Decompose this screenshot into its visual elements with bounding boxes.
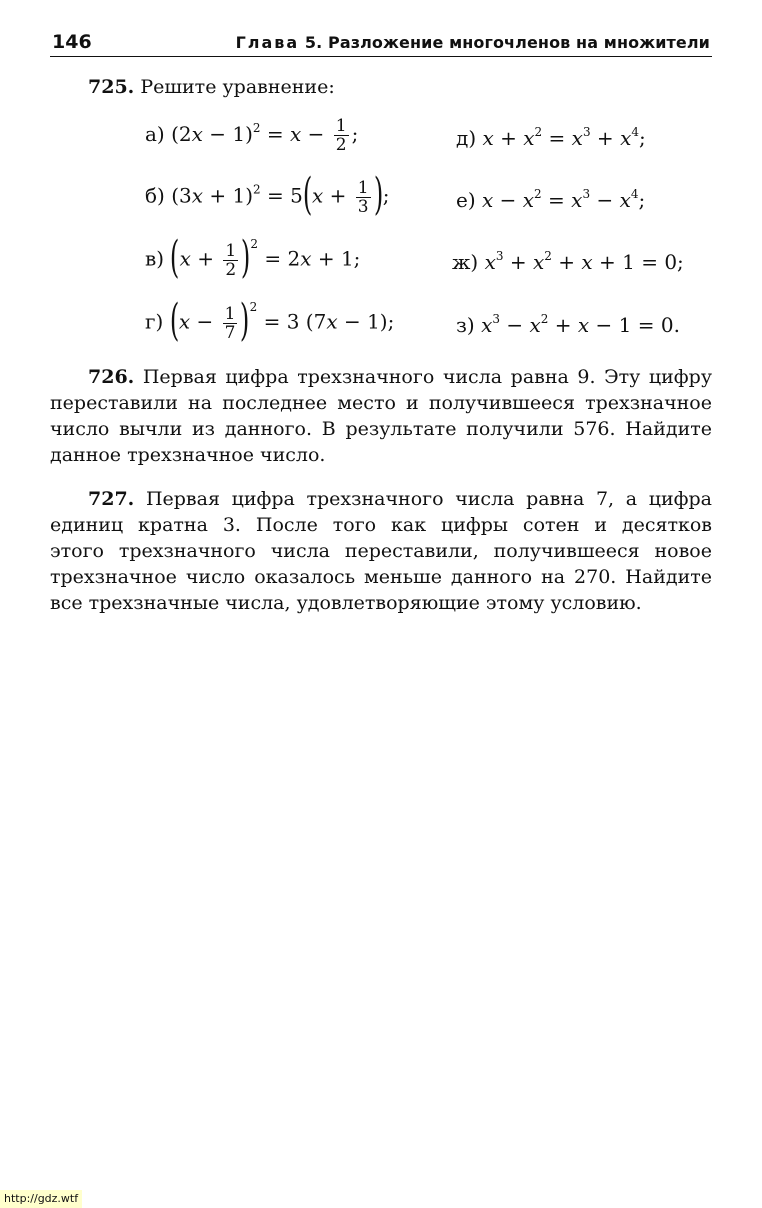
source-link[interactable]: http://gdz.wtf — [0, 1190, 82, 1208]
equation-a: а) $(2x - 1)^2 = x$ − $\frac{1}{2}$ ; — [145, 116, 359, 155]
equation-e: е) $x - x^2 = x^3 - x^4$; — [456, 187, 646, 212]
problem-727 — [50, 486, 712, 616]
problem-726 — [50, 364, 712, 468]
equation-zh: ж) $x^3 + x^2 + x + 1 = 0$; — [452, 249, 684, 274]
text-line: единиц кратна 3. После того как цифры сотен и десятков — [50, 514, 712, 536]
text-line: 727. Первая цифра трехзначного числа равна 7, а цифра — [88, 488, 712, 510]
problem-number: 726. — [88, 366, 135, 388]
equation-g: г) (x − $\frac{1}{7}$ )$^2$ = 3 (7x − 1); — [145, 295, 395, 346]
page-header — [50, 30, 712, 57]
problem-number: 727. — [88, 488, 135, 510]
chapter-title: Глава 5. Разложение многочленов на множители — [235, 33, 710, 52]
equation-d: д) $x + x^2 = x^3 + x^4$; — [456, 125, 646, 150]
text-line: переставили на последнее место и получившееся трехзначное — [50, 392, 712, 414]
text-line: этого трехзначного числа переставили, получившееся новое — [50, 540, 712, 562]
equation-b: б) $(3x + 1)^2 = 5(x$ + $\frac{1}{3}$ ); — [145, 169, 390, 220]
text-line: 726. Первая цифра трехзначного числа равна 9. Эту цифру — [88, 366, 712, 388]
equation-z: з) $x^3 - x^2 + x - 1 = 0$. — [456, 312, 680, 337]
page-number: 146 — [52, 31, 92, 53]
problem-725-heading — [88, 76, 335, 98]
text-line: число вычли из данного. В результате получили 576. Найдите — [50, 418, 712, 440]
problem-title: Решите уравнение: — [140, 76, 335, 98]
text-line: все трехзначные числа, удовлетворяющие этому условию. — [50, 592, 642, 614]
equation-v: в) (x + $\frac{1}{2}$ )$^2$ = 2x + 1; — [145, 232, 361, 283]
text-line: данное трехзначное число. — [50, 444, 326, 466]
problem-number: 725. — [88, 76, 135, 98]
text-line: трехзначное число оказалось меньше данного на 270. Найдите — [50, 566, 712, 588]
